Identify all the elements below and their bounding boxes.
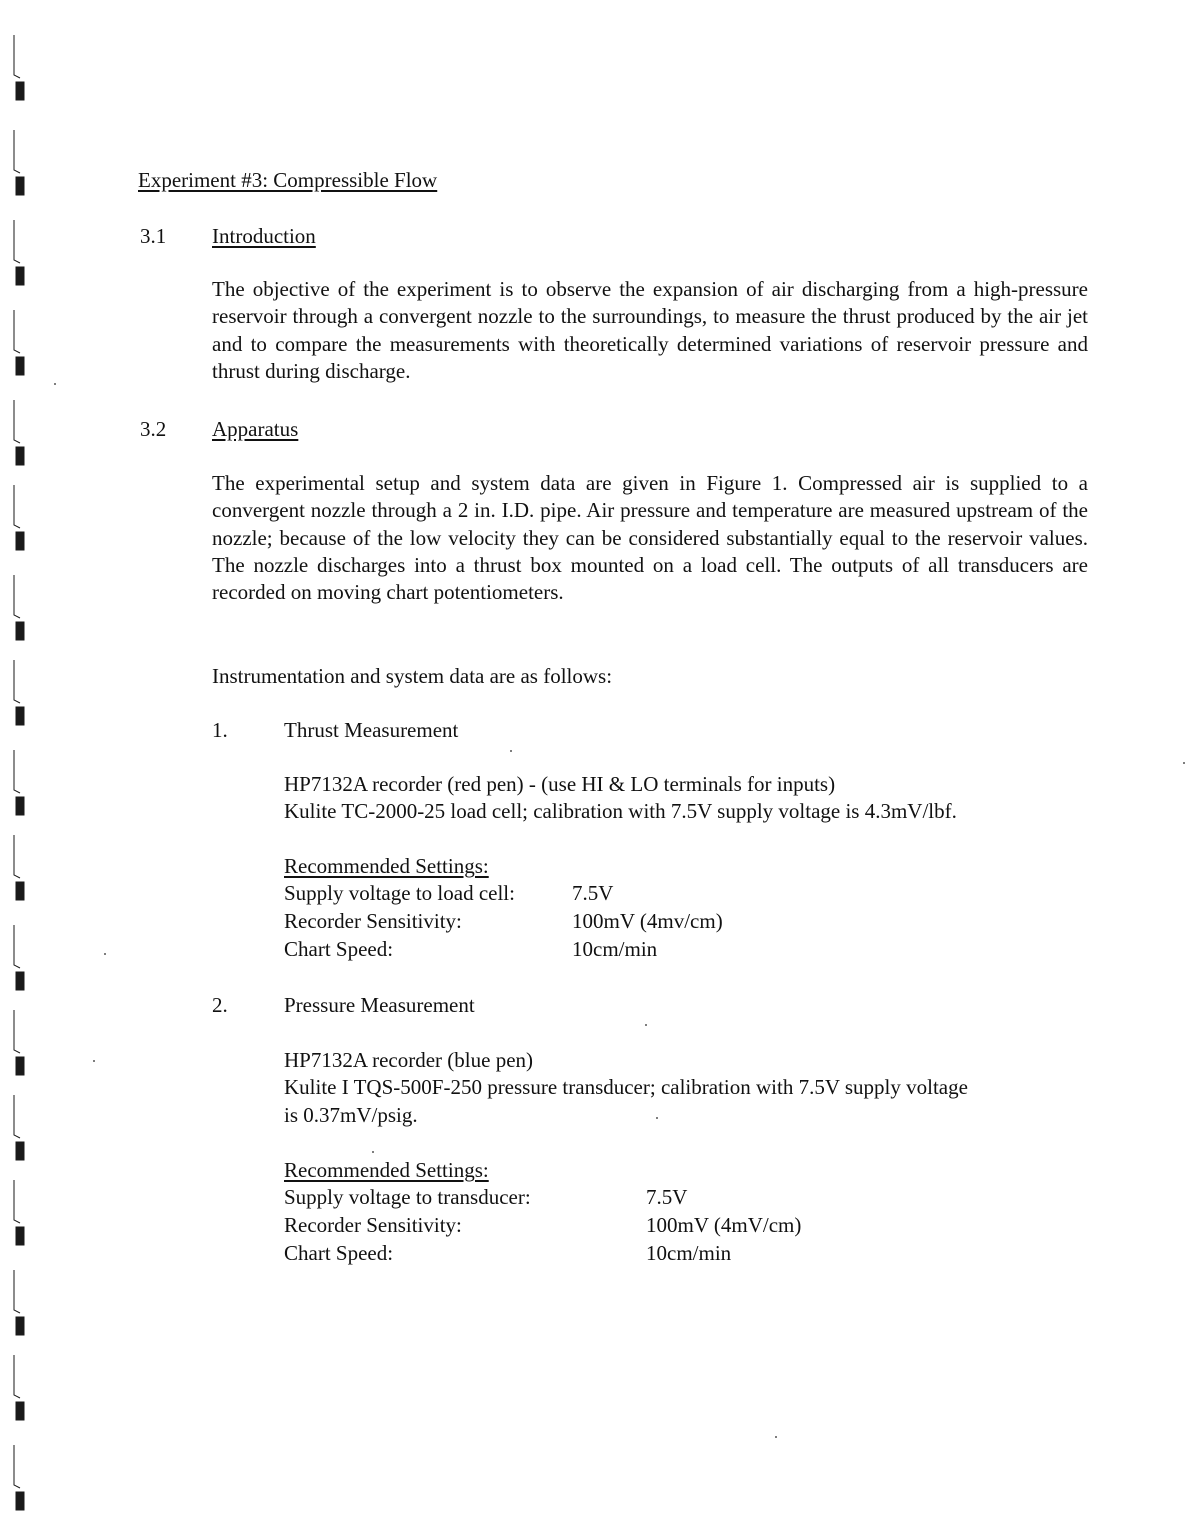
- section-number: 3.2: [140, 417, 167, 441]
- settings-heading: Recommended Settings:: [284, 854, 489, 878]
- setting-value: 7.5V: [572, 881, 614, 905]
- setting-value: 7.5V: [646, 1185, 688, 1209]
- section-title: Introduction: [212, 224, 316, 248]
- scan-speck: [656, 1117, 658, 1119]
- setting-label: Chart Speed:: [284, 1241, 394, 1265]
- scan-speck: [775, 1436, 777, 1438]
- setting-value: 100mV (4mV/cm): [646, 1213, 802, 1237]
- setting-label: Supply voltage to load cell:: [284, 881, 515, 905]
- scan-speck: [93, 1060, 95, 1062]
- scan-speck: [54, 383, 56, 385]
- scan-speck: [510, 750, 512, 752]
- scan-speck: [1183, 762, 1185, 764]
- instrumentation-intro: Instrumentation and system data are as follows:: [212, 664, 613, 688]
- item-line: Kulite TC-2000-25 load cell; calibration with 7.5V supply voltage is 4.3mV/lbf.: [284, 799, 957, 823]
- item-number: 2.: [212, 993, 228, 1017]
- setting-label: Supply voltage to transducer:: [284, 1185, 531, 1209]
- document-title: Experiment #3: Compressible Flow: [138, 168, 438, 192]
- item-line: Kulite I TQS-500F-250 pressure transducer; calibration with 7.5V supply voltage: [284, 1075, 968, 1099]
- setting-label: Chart Speed:: [284, 937, 394, 961]
- item-number: 1.: [212, 718, 228, 742]
- introduction-paragraph: The objective of the experiment is to observe the expansion of air discharging from a high-pressure reservoir through a convergent nozzle to the surroundings, to measure the thrust produced by the air jet and to compare the measurements with theoretically determined variations of reservoir pressure and thrust during discharge.: [212, 277, 1088, 383]
- section-number: 3.1: [140, 224, 167, 248]
- binding-marks: [6, 30, 28, 1535]
- setting-value: 10cm/min: [572, 937, 658, 961]
- item-title: Thrust Measurement: [284, 718, 459, 742]
- apparatus-paragraph: The experimental setup and system data are given in Figure 1. Compressed air is supplied to a convergent nozzle through a 2 in. I.D. pipe. Air pressure and temperature are measured upstream of the nozzle; because of the low velocity they can be considered substantially equal to the reservoir values. The nozzle discharges into a thrust box mounted on a load cell. The outputs of all transducers are recorded on moving chart potentiometers.: [212, 471, 1088, 605]
- scan-speck: [372, 1151, 374, 1153]
- item-line: HP7132A recorder (red pen) - (use HI & LO terminals for inputs): [284, 772, 836, 796]
- scan-speck: [645, 1024, 647, 1026]
- scan-speck: [104, 953, 106, 955]
- setting-label: Recorder Sensitivity:: [284, 909, 462, 933]
- setting-value: 10cm/min: [646, 1241, 732, 1265]
- section-title: Apparatus: [212, 417, 299, 441]
- settings-heading: Recommended Settings:: [284, 1158, 489, 1182]
- item-line: HP7132A recorder (blue pen): [284, 1048, 534, 1072]
- setting-value: 100mV (4mv/cm): [572, 909, 723, 933]
- setting-label: Recorder Sensitivity:: [284, 1213, 462, 1237]
- item-line: is 0.37mV/psig.: [284, 1103, 418, 1127]
- item-title: Pressure Measurement: [284, 993, 475, 1017]
